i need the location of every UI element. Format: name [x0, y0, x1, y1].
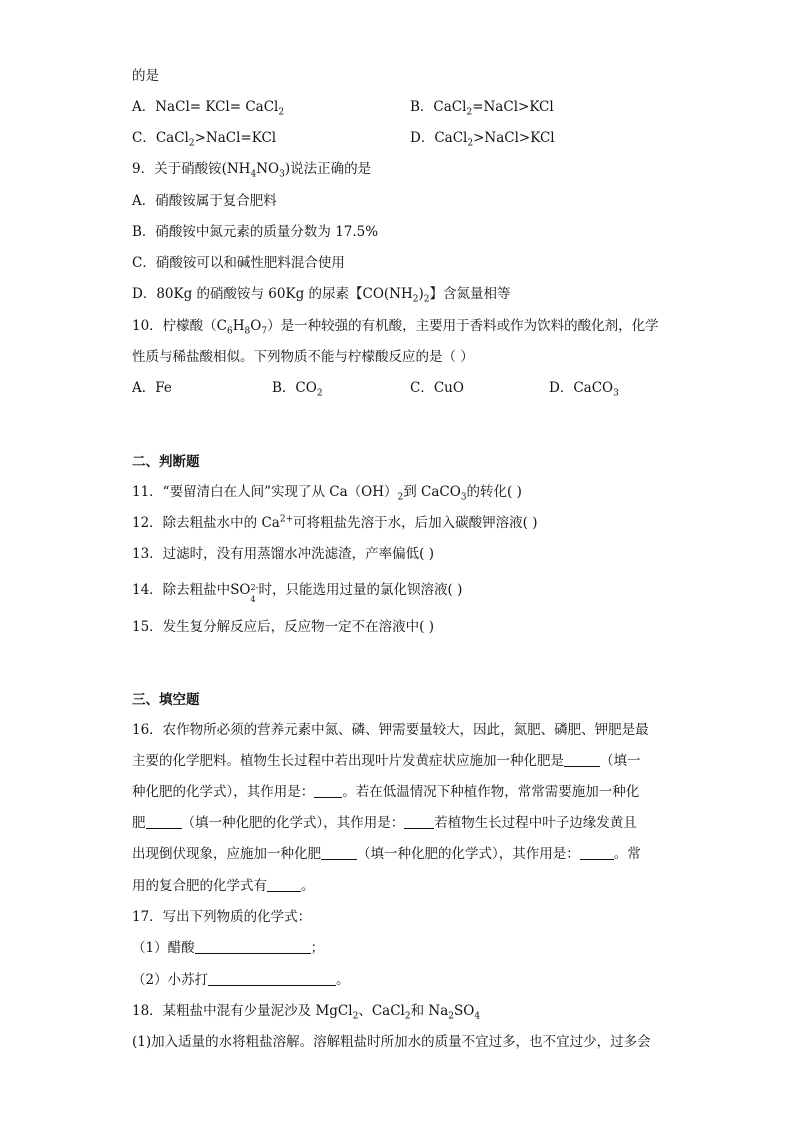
answer-blank[interactable] — [580, 845, 614, 860]
q9-option-d: D．80Kg 的硝酸铵与 60Kg 的尿素【$CO(NH_2)_2$】含氮量相等 — [132, 286, 511, 305]
section-heading-fill-in: 三、填空题 — [132, 692, 200, 708]
q16-line6: 用的复合肥的化学式有 。 — [132, 878, 315, 894]
q15: 15．发生复分解反应后，反应物一定不在溶液中( ) — [132, 619, 435, 635]
q8-option-b: B．CaCl$_2$=NaCl>KCl — [410, 99, 554, 118]
q9-stem: 9．关于硝酸铵$(NH_4NO_3)$说法正确的是 — [132, 161, 372, 180]
q17-stem: 17．写出下列物质的化学式： — [132, 909, 312, 925]
q8-stem-tail: 的是 — [132, 68, 159, 84]
q16-line5: 出现倒伏现象，应施加一种化肥 （填一种化肥的化学式），其作用是： 。常 — [132, 846, 641, 862]
q17-part1: （1）醋酸 ； — [132, 940, 325, 956]
answer-blank[interactable] — [195, 939, 311, 954]
q18-stem: 18．某粗盐中混有少量泥沙及 MgCl$_2$、CaCl$_2$和 $Na_2SO_4$ — [132, 1003, 481, 1022]
answer-blank[interactable] — [314, 783, 342, 798]
answer-blank[interactable] — [321, 845, 357, 860]
q16-line2: 主要的化学肥料。植物生长过程中若出现叶片发黄症状应施加一种化肥是 （填一 — [132, 753, 641, 769]
q10-option-b: B．$CO_2$ — [272, 380, 323, 399]
answer-blank[interactable] — [208, 971, 336, 986]
answer-blank[interactable] — [267, 877, 301, 892]
q9-option-b: B．硝酸铵中氮元素的质量分数为 17.5% — [132, 224, 379, 240]
q16-line1: 16．农作物所必须的营养元素中氮、磷、钾需要量较大，因此，氮肥、磷肥、钾肥是最 — [132, 722, 649, 738]
answer-blank[interactable] — [146, 814, 182, 829]
q10-option-a: A．Fe — [132, 380, 172, 396]
q13: 13．过滤时，没有用蒸馏水冲洗滤渣，产率偏低( ) — [132, 546, 435, 562]
q17-part2: （2）小苏打 。 — [132, 972, 350, 988]
q9-option-c: C．硝酸铵可以和碱性肥料混合使用 — [132, 255, 345, 271]
answer-blank[interactable] — [404, 814, 434, 829]
q10-option-d: D．CaCO$_3$ — [549, 380, 619, 399]
q12: 12．除去粗盐水中的 $Ca^{2+}$可将粗盐先溶于水，后加入碳酸钾溶液( ) — [132, 514, 538, 531]
q8-option-c: C．CaCl$_2$>NaCl=KCl — [132, 130, 277, 149]
q14: 14．除去粗盐中SO 2- 4 时，只能选用过量的氯化钡溶液( ) — [132, 582, 463, 604]
answer-blank[interactable] — [564, 752, 600, 767]
q8-option-a: A．NaCl= KCl= CaCl$_2$ — [132, 99, 285, 118]
q10-stem-line2: 性质与稀盐酸相似。下列物质不能与柠檬酸反应的是（ ） — [132, 349, 474, 365]
q16-line4: 肥 （填一种化肥的化学式），其作用是： 若植物生长过程中叶子边缘发黄且 — [132, 815, 637, 831]
q10-option-c: C．CuO — [410, 380, 464, 396]
q18-part1: (1)加入适量的水将粗盐溶解。溶解粗盐时所加水的质量不宜过多，也不宜过少，过多会 — [132, 1034, 651, 1050]
q9-option-a: A．硝酸铵属于复合肥料 — [132, 193, 277, 209]
q16-line3: 种化肥的化学式），其作用是： 。若在低温情况下种植作物，常常需要施加一种化 — [132, 784, 640, 800]
section-heading-true-false: 二、判断题 — [132, 454, 200, 470]
q8-option-d: D．CaCl$_2$>NaCl>KCl — [410, 130, 555, 149]
q10-stem-line1: 10．柠檬酸$(C_6H_8O_7)$是一种较强的有机酸，主要用于香料或作为饮料的酸化剂，化学 — [132, 318, 659, 337]
q11: 11．“要留清白在人间”实现了从 $Ca(OH)_2$到 CaCO$_3$的转化( ) — [132, 484, 522, 503]
